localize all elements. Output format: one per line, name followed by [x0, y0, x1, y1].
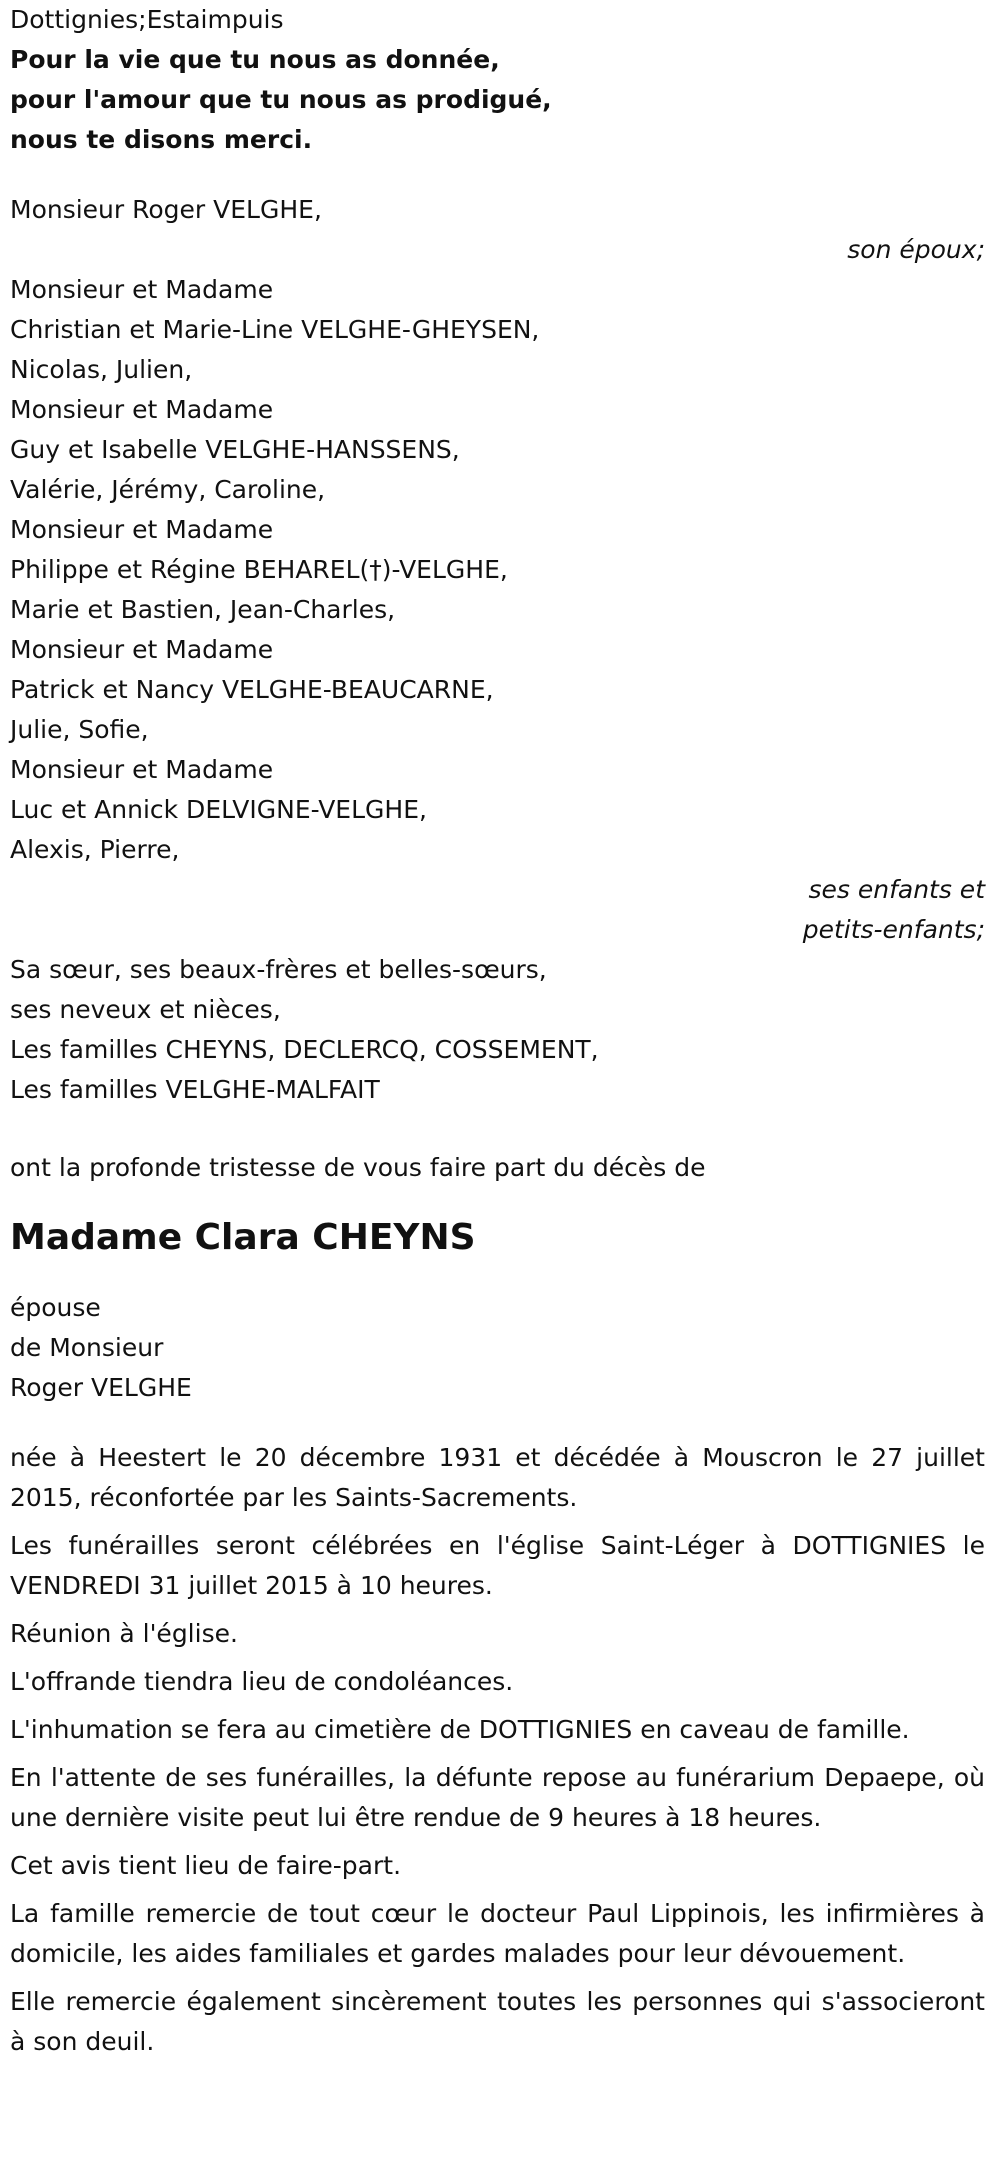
family-line: ses neveux et nièces,: [10, 995, 281, 1024]
children-role: petits-enfants;: [802, 915, 985, 944]
relation-line: de Monsieur: [10, 1333, 164, 1362]
children-line: Monsieur et Madame: [10, 515, 274, 544]
detail-paragraph: Cet avis tient lieu de faire-part.: [10, 1851, 402, 1880]
detail-paragraph: L'offrande tiendra lieu de condoléances.: [10, 1667, 514, 1696]
children-line: Patrick et Nancy VELGHE-BEAUCARNE,: [10, 675, 494, 704]
relation-line: Roger VELGHE: [10, 1373, 192, 1402]
location-line: Dottignies;Estaimpuis: [10, 5, 284, 34]
relation-line: épouse: [10, 1293, 101, 1322]
children-line: Valérie, Jérémy, Caroline,: [10, 475, 326, 504]
detail-paragraph: Les funérailles seront célébrées en l'église Saint-Léger à DOTTIGNIES le VENDREDI 31 juillet 2015 à 10 heures.: [10, 1531, 985, 1600]
children-line: Alexis, Pierre,: [10, 835, 180, 864]
family-line: Les familles VELGHE-MALFAIT: [10, 1075, 380, 1104]
children-line: Monsieur et Madame: [10, 755, 274, 784]
children-line: Guy et Isabelle VELGHE-HANSSENS,: [10, 435, 460, 464]
obituary-content: [10, 0, 985, 2062]
detail-paragraph: En l'attente de ses funérailles, la défunte repose au funérarium Depaepe, où une dernière visite peut lui être rendue de 9 heures à 18 heures.: [10, 1763, 985, 1832]
poem-line: nous te disons merci.: [10, 125, 313, 154]
children-line: Luc et Annick DELVIGNE-VELGHE,: [10, 795, 427, 824]
children-line: Marie et Bastien, Jean-Charles,: [10, 595, 396, 624]
children-line: Monsieur et Madame: [10, 395, 274, 424]
detail-paragraph: Réunion à l'église.: [10, 1619, 238, 1648]
detail-paragraph: La famille remercie de tout cœur le docteur Paul Lippinois, les infirmières à domicile, les aides familiales et gardes malades pour leur dévouement.: [10, 1899, 985, 1968]
children-line: Christian et Marie-Line VELGHE-GHEYSEN,: [10, 315, 540, 344]
detail-paragraph: née à Heestert le 20 décembre 1931 et décédée à Mouscron le 27 juillet 2015, réconfortée par les Saints-Sacrements.: [10, 1443, 985, 1512]
spouse-name: Monsieur Roger VELGHE,: [10, 195, 322, 224]
poem-line: Pour la vie que tu nous as donnée,: [10, 45, 500, 74]
poem-line: pour l'amour que tu nous as prodigué,: [10, 85, 552, 114]
deceased-name: Madame Clara CHEYNS: [10, 1217, 476, 1258]
children-line: Philippe et Régine BEHAREL(†)-VELGHE,: [10, 555, 508, 584]
children-line: Monsieur et Madame: [10, 635, 274, 664]
family-line: Sa sœur, ses beaux-frères et belles-sœurs,: [10, 955, 547, 984]
spouse-role: son époux;: [847, 235, 985, 264]
children-line: Monsieur et Madame: [10, 275, 274, 304]
children-line: Julie, Sofie,: [10, 715, 149, 744]
announcement-text: ont la profonde tristesse de vous faire part du décès de: [10, 1153, 706, 1182]
detail-paragraph: L'inhumation se fera au cimetière de DOTTIGNIES en caveau de famille.: [10, 1715, 910, 1744]
children-role: ses enfants et: [808, 875, 985, 904]
detail-paragraph: Elle remercie également sincèrement toutes les personnes qui s'associeront à son deuil.: [10, 1987, 985, 2056]
family-line: Les familles CHEYNS, DECLERCQ, COSSEMENT,: [10, 1035, 599, 1064]
children-line: Nicolas, Julien,: [10, 355, 193, 384]
